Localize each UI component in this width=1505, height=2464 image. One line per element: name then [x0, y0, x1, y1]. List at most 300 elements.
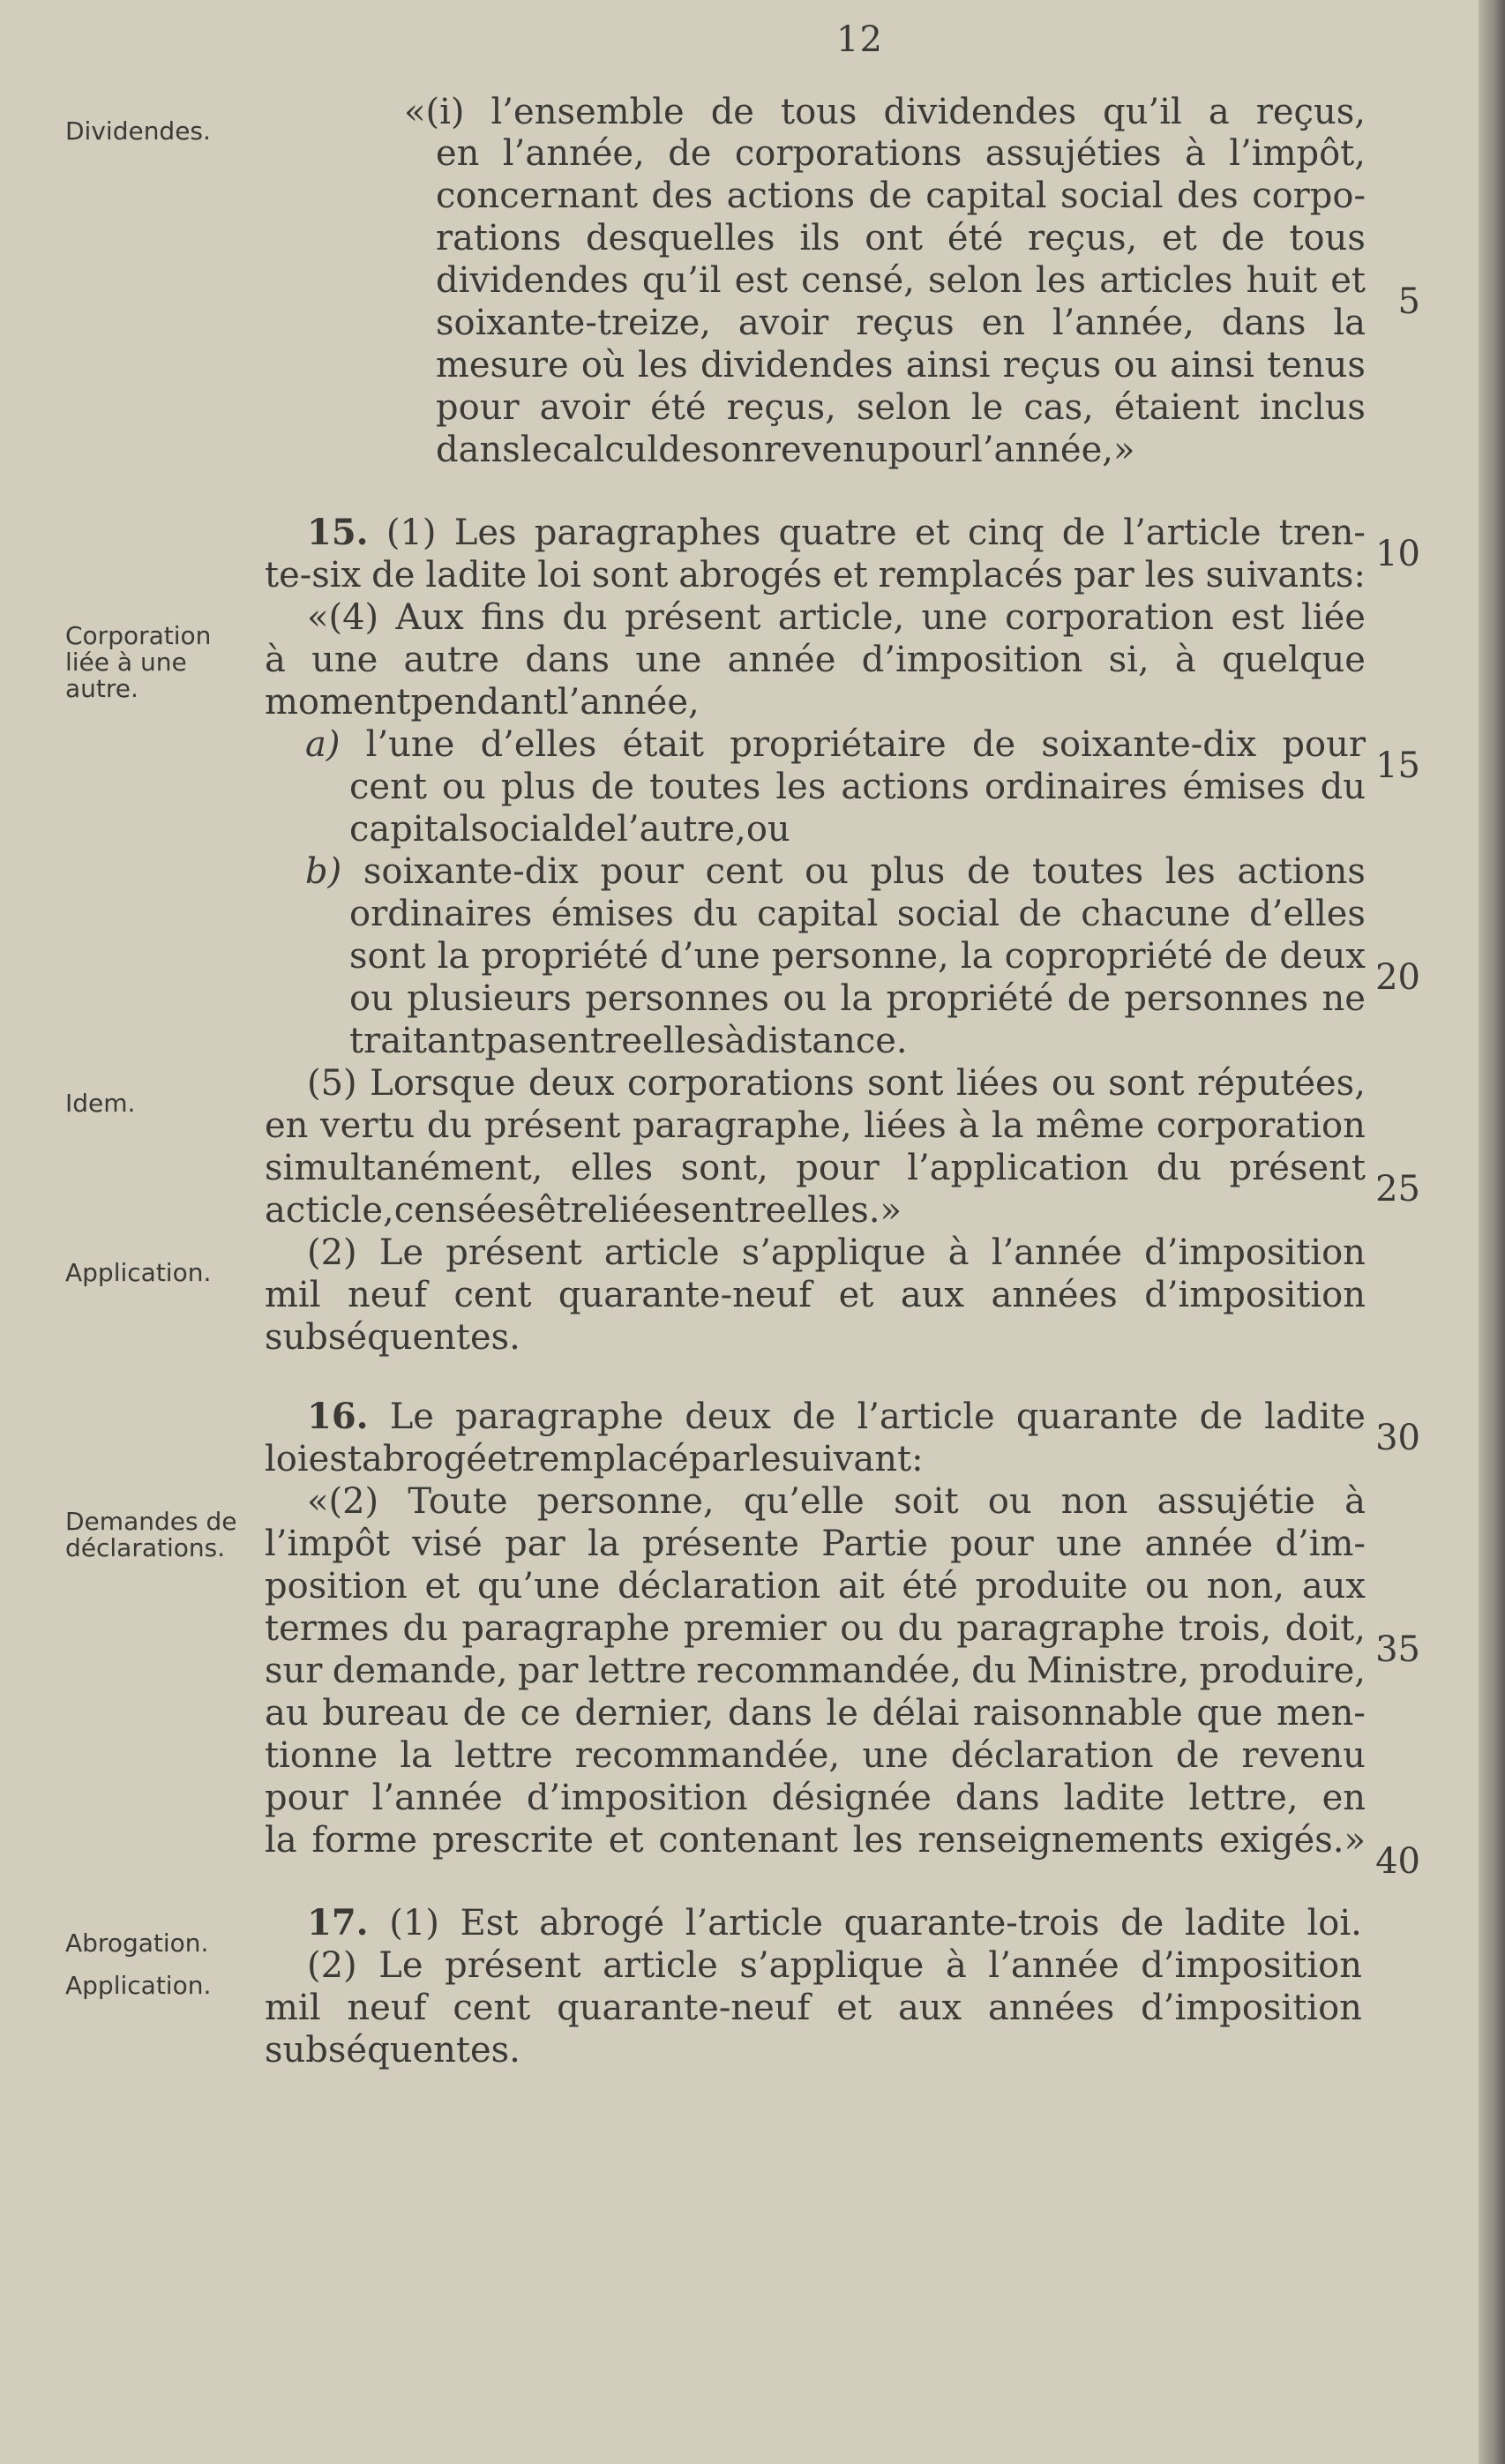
word: distance. — [745, 1021, 908, 1061]
word: été — [902, 1566, 958, 1606]
word: de — [1175, 1735, 1220, 1776]
word: l’année, — [502, 133, 645, 174]
word: toutes — [649, 767, 761, 807]
word: à — [1174, 640, 1196, 680]
word: de — [1221, 218, 1265, 258]
word: de — [658, 430, 702, 470]
word: huit — [1246, 260, 1318, 301]
word: du — [402, 1608, 448, 1649]
text-line — [265, 1274, 1366, 1316]
word: ladite — [1185, 1903, 1286, 1943]
word: était — [622, 724, 705, 765]
item-label: a) — [305, 724, 341, 765]
word: simultanément, — [265, 1148, 543, 1188]
word: premier — [683, 1608, 827, 1649]
word: cent — [705, 851, 783, 892]
word: paragraphe — [461, 1608, 670, 1649]
word: tous — [1289, 218, 1366, 258]
section-number: 15. — [307, 512, 369, 553]
word: plus — [870, 851, 946, 892]
word: et — [1161, 218, 1197, 258]
word: à — [945, 1945, 967, 1986]
word: deux — [528, 1063, 615, 1104]
word: tionne — [265, 1735, 378, 1776]
text-line — [265, 1987, 1362, 2029]
word: produite — [975, 1566, 1128, 1606]
word: l’impôt — [265, 1524, 390, 1564]
word: désignée — [771, 1778, 932, 1818]
word: non — [1060, 1481, 1128, 1522]
word: dans — [955, 1778, 1040, 1818]
word: liées — [955, 1063, 1039, 1104]
word: des — [651, 176, 714, 216]
word: social — [896, 894, 1000, 934]
text-line — [307, 1396, 1366, 1438]
word: les — [637, 345, 688, 386]
word: paragraphe — [455, 1397, 664, 1437]
word: a — [1208, 92, 1230, 132]
word: le — [749, 1439, 782, 1479]
word: personne, — [536, 1481, 715, 1522]
word: Est — [460, 1903, 519, 1943]
word: sont — [591, 555, 669, 595]
word: corporation — [1156, 1105, 1366, 1146]
text-line — [265, 1147, 1366, 1189]
word: dans — [525, 640, 610, 680]
word: pour — [887, 430, 972, 470]
text-line — [436, 217, 1366, 259]
word: l’année — [991, 1232, 1123, 1273]
word: actions — [1237, 851, 1366, 892]
text-line — [436, 386, 1366, 429]
word: ladite — [1264, 1397, 1366, 1437]
word: loi — [265, 1439, 309, 1479]
word: émises — [1182, 767, 1306, 807]
word: de — [371, 555, 416, 595]
word: reçus, — [1255, 92, 1366, 132]
text-line — [404, 91, 1366, 133]
word: capital — [349, 809, 471, 850]
word: pour — [1282, 724, 1366, 765]
word: l’application — [907, 1148, 1129, 1188]
text-line — [349, 893, 1366, 935]
word: mil — [265, 1988, 321, 2028]
word: l’article — [857, 1397, 995, 1437]
word: dividendes — [700, 345, 894, 386]
word: personne, — [771, 936, 949, 977]
word: Partie — [821, 1524, 928, 1564]
word: du — [1156, 1148, 1202, 1188]
word: est — [734, 260, 788, 301]
word: liées — [608, 1190, 691, 1231]
word: corporations — [627, 1063, 855, 1104]
word: et — [838, 1275, 874, 1315]
word: de — [868, 176, 912, 216]
word: l’année, — [557, 682, 700, 723]
word: aux — [897, 1988, 962, 2028]
word: dividendes — [883, 92, 1077, 132]
word: pour — [600, 851, 684, 892]
word: Ministre, — [1026, 1651, 1190, 1691]
word: autre — [403, 640, 500, 680]
text-line — [265, 639, 1366, 681]
line-number: 15 — [1375, 745, 1420, 786]
word: liées — [864, 1105, 947, 1146]
word: ladite — [1063, 1778, 1165, 1818]
word: visé — [412, 1524, 483, 1564]
word: ainsi — [905, 345, 991, 386]
text-line — [265, 1607, 1366, 1650]
word: été — [947, 218, 1004, 258]
word: la — [960, 936, 993, 977]
word: l’année — [988, 1945, 1119, 1986]
word: le — [520, 430, 553, 470]
word: qu’elle — [743, 1481, 865, 1522]
word: vertu — [320, 1105, 416, 1146]
word: une — [921, 597, 988, 638]
word: dans — [1221, 303, 1307, 343]
word: actions — [726, 176, 856, 216]
word: ou — [782, 978, 827, 1019]
word: mesure — [436, 345, 569, 386]
word: où — [580, 345, 625, 386]
word: délai — [872, 1693, 960, 1734]
word: déclaration — [618, 1566, 821, 1606]
word: quarante-neuf — [558, 1275, 812, 1315]
word: Aux — [395, 597, 464, 638]
word: et — [832, 555, 868, 595]
word: recommandée, — [574, 1735, 841, 1776]
word: concernant — [436, 176, 638, 216]
section-number: 17. — [307, 1902, 369, 1943]
word: «(2) — [307, 1481, 379, 1522]
word: demande, — [332, 1651, 508, 1691]
word: dans — [728, 1693, 812, 1734]
margin-note-application-2: Application. — [65, 1971, 212, 2000]
word: par — [688, 1439, 750, 1479]
word: la — [840, 978, 873, 1019]
word: pour — [436, 387, 520, 428]
word: subséquentes. — [265, 2030, 520, 2071]
word: exigés.» — [1218, 1820, 1366, 1861]
word: pour — [796, 1148, 880, 1188]
word: neuf — [348, 1275, 427, 1315]
word: assujéties — [985, 133, 1162, 174]
word: l’autre, — [617, 809, 746, 850]
word: l’article — [685, 1903, 823, 1943]
margin-note-abrogation: Abrogation. — [65, 1929, 209, 1958]
word: l’article — [1123, 513, 1262, 553]
word: fins — [481, 597, 545, 638]
word: plus — [500, 767, 576, 807]
word: raisonnable — [972, 1693, 1183, 1734]
word: ladite — [425, 555, 528, 595]
word: pour — [950, 1524, 1034, 1564]
word: selon — [856, 387, 951, 428]
word: en — [981, 303, 1025, 343]
word: déclaration — [950, 1735, 1154, 1776]
word: en — [1322, 1778, 1366, 1818]
word: social — [1060, 176, 1164, 216]
line-number: 25 — [1375, 1169, 1420, 1210]
word: émises — [550, 894, 674, 934]
word: en — [436, 133, 480, 174]
text-line — [307, 1062, 1366, 1105]
text-line — [265, 1189, 902, 1232]
word: présent — [625, 597, 761, 638]
word: personnes — [1124, 978, 1309, 1019]
text-line — [265, 1819, 1366, 1861]
word: chacune — [1081, 894, 1231, 934]
word: contenant — [658, 1820, 838, 1861]
word: loi — [537, 555, 581, 595]
word: présente — [641, 1524, 799, 1564]
word: paragraphe — [956, 1608, 1165, 1649]
word: copropriété — [1004, 936, 1213, 977]
line-number: 40 — [1375, 1841, 1420, 1882]
word: qu’une — [477, 1566, 601, 1606]
text-line — [436, 302, 1366, 344]
word: ait — [837, 1566, 885, 1606]
word: ordinaires — [349, 894, 533, 934]
word: bureau — [322, 1693, 450, 1734]
word: année — [1144, 1524, 1254, 1564]
word: revenu — [1241, 1735, 1366, 1776]
word: l’année — [371, 1778, 503, 1818]
text-line — [307, 1902, 1362, 1944]
word: «(i) — [404, 92, 465, 132]
word: lettre — [454, 1735, 553, 1776]
word: quarante-neuf — [557, 1988, 811, 2028]
word: corporations — [734, 133, 962, 174]
word: l’ensemble — [490, 92, 685, 132]
word: du — [426, 1105, 473, 1146]
word: à — [958, 1105, 980, 1146]
word: du — [971, 1651, 1017, 1691]
word: calcul — [552, 430, 659, 470]
text-line — [265, 1650, 1366, 1692]
word: ainsi — [1170, 345, 1254, 386]
word: de — [668, 133, 712, 174]
word: les — [1144, 555, 1195, 595]
word: pour — [265, 1778, 348, 1818]
word: ont — [865, 218, 924, 258]
word: les — [852, 1820, 903, 1861]
word: années — [991, 1275, 1118, 1315]
word: de — [1199, 1397, 1243, 1437]
word: d’imposition — [1144, 1275, 1366, 1315]
word: et — [1330, 260, 1366, 301]
word: Les — [453, 513, 517, 553]
word: aux — [900, 1275, 964, 1315]
word: année — [727, 640, 836, 680]
word: «(4) — [307, 597, 379, 638]
word: de — [1120, 1903, 1164, 1943]
word: traitant — [349, 1021, 485, 1061]
word: actions — [841, 767, 970, 807]
text-line — [349, 766, 1366, 808]
word: de — [1067, 978, 1111, 1019]
text-line — [307, 1232, 1366, 1274]
word: entre — [546, 1021, 642, 1061]
word: Lorsque — [370, 1063, 516, 1104]
word: d’im- — [1275, 1524, 1366, 1564]
word: une — [1055, 1524, 1123, 1564]
word: subséquentes. — [265, 1317, 520, 1358]
word: reçus, — [726, 387, 836, 428]
word: propriété — [886, 978, 1054, 1019]
word: sont — [867, 1063, 944, 1104]
word: au — [265, 1693, 309, 1734]
text-line — [436, 175, 1366, 217]
word: années — [988, 1988, 1115, 2028]
word: ordinaires — [984, 767, 1168, 807]
word: de — [966, 851, 1011, 892]
word: Le — [378, 1945, 423, 1986]
word: d’une — [660, 936, 760, 977]
page-number: 12 — [836, 19, 883, 60]
word: deux — [1279, 936, 1366, 977]
word: cent — [453, 1988, 531, 2028]
word: le — [970, 387, 1004, 428]
text-line — [265, 1692, 1366, 1734]
word: suivants: — [1205, 555, 1366, 595]
word: pendant — [410, 682, 558, 723]
line-number: 20 — [1375, 957, 1420, 998]
line-number: 35 — [1375, 1629, 1420, 1670]
word: l’année, — [1052, 303, 1194, 343]
text-line — [265, 1438, 924, 1480]
text-line — [265, 1523, 1366, 1565]
text-line — [436, 344, 1366, 386]
word: tenus — [1267, 345, 1366, 386]
word: la — [587, 1524, 620, 1564]
word: reçus — [856, 303, 955, 343]
word: entre — [690, 1190, 787, 1231]
word: soixante-treize, — [436, 303, 711, 343]
word: articles — [1099, 260, 1233, 301]
word: les — [1036, 260, 1087, 301]
word: d’elles — [1249, 894, 1366, 934]
text-line — [349, 977, 1366, 1020]
word: Le — [389, 1397, 434, 1437]
word: que — [1196, 1693, 1263, 1734]
word: de — [710, 92, 754, 132]
margin-note-dividendes: Dividendes. — [65, 116, 211, 146]
word: d’imposition — [1141, 1988, 1362, 2028]
word: tren- — [1278, 513, 1366, 553]
text-line — [436, 259, 1366, 302]
word: inclus — [1259, 387, 1366, 428]
word: la — [437, 936, 470, 977]
text-line — [307, 1944, 1362, 1987]
word: trois, — [1178, 1608, 1272, 1649]
text-line — [307, 1480, 1366, 1523]
word: qu’il — [641, 260, 722, 301]
word: renseignements — [917, 1820, 1205, 1861]
word: social — [470, 809, 573, 850]
word: forme — [311, 1820, 418, 1861]
word: dans — [436, 430, 520, 470]
line-number: 30 — [1375, 1418, 1420, 1458]
word: être — [535, 1190, 609, 1231]
word: cent — [349, 767, 427, 807]
word: du — [562, 597, 608, 638]
word: de — [573, 809, 618, 850]
word: abrogés — [678, 555, 822, 595]
word: présent — [446, 1232, 582, 1273]
word: du — [693, 894, 738, 934]
word: ou — [987, 1481, 1032, 1522]
word: non, — [1206, 1566, 1285, 1606]
word: réputées, — [1197, 1063, 1366, 1104]
word: aux — [1301, 1566, 1366, 1606]
word: s’applique — [741, 1232, 926, 1273]
word: une — [311, 640, 378, 680]
word: position — [265, 1566, 408, 1606]
word: avoir — [539, 387, 631, 428]
word: de — [1224, 936, 1269, 977]
word: te-six — [265, 555, 362, 595]
word: ou — [805, 851, 849, 892]
word: à — [947, 1232, 970, 1273]
word: par — [505, 1524, 565, 1564]
margin-note-idem: Idem. — [65, 1089, 136, 1118]
word: (1) — [386, 513, 437, 553]
word: reçus, — [1028, 218, 1138, 258]
text-line — [265, 1565, 1366, 1607]
word: paragraphe, — [632, 1105, 852, 1146]
word: ou — [1145, 1566, 1189, 1606]
word: revenu — [763, 430, 888, 470]
text-line — [349, 1020, 908, 1062]
word: de — [792, 1397, 836, 1437]
word: elles — [641, 1021, 725, 1061]
word: de — [462, 1693, 506, 1734]
word: ou — [840, 1608, 885, 1649]
word: l’impôt, — [1229, 133, 1366, 174]
word: à — [724, 1021, 746, 1061]
word: sur — [265, 1651, 323, 1691]
word: du — [897, 1608, 943, 1649]
word: présent — [483, 1105, 621, 1146]
word: la — [991, 1105, 1024, 1146]
word: à — [1344, 1481, 1366, 1522]
word: de — [1061, 513, 1106, 553]
word: corpo- — [1252, 176, 1366, 216]
word: la — [1333, 303, 1366, 343]
word: de — [1018, 894, 1062, 934]
word: avoir — [738, 303, 829, 343]
word: selon — [928, 260, 1022, 301]
text-line — [349, 935, 1366, 977]
word: (5) — [307, 1063, 357, 1104]
line-number: 5 — [1397, 281, 1420, 322]
word: d’imposition — [1144, 1232, 1366, 1273]
text-line — [265, 2029, 520, 2071]
word: même — [1036, 1105, 1145, 1146]
word: d’imposition — [1141, 1945, 1362, 1986]
word: (2) — [307, 1945, 357, 1986]
word: la — [265, 1820, 297, 1861]
word: corporation — [1005, 597, 1215, 638]
word: du — [1320, 767, 1366, 807]
word: soixante-dix — [1041, 724, 1257, 765]
word: et — [608, 1820, 644, 1861]
word: sont — [1108, 1063, 1185, 1104]
word: son — [701, 430, 764, 470]
word: censées — [393, 1190, 535, 1231]
